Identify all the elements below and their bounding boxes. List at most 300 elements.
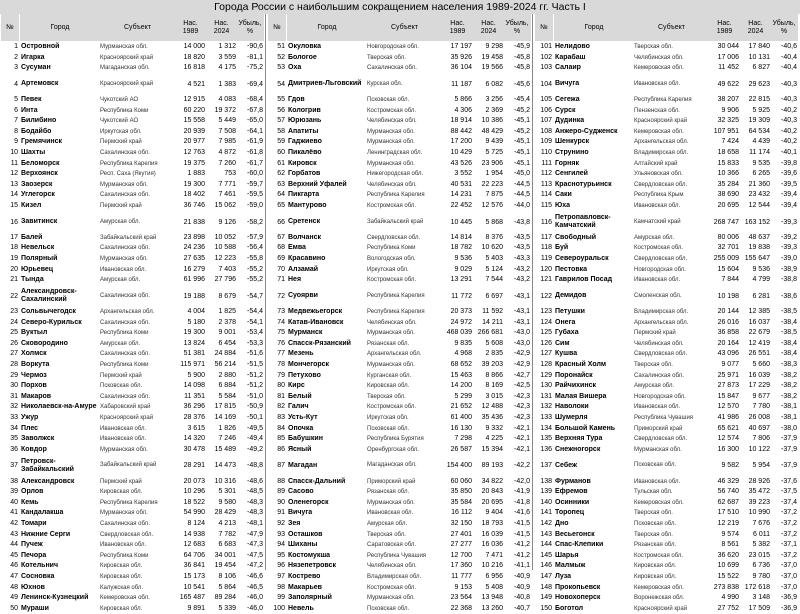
population-1989: 30 478 [183, 445, 205, 453]
row-number: 120 [540, 265, 552, 273]
decline-percent: -50,1 [247, 414, 263, 421]
subject-name: Кировская обл. [100, 563, 143, 570]
subject-name: Чукотский АО [100, 97, 139, 103]
population-2024: 13 260 [481, 604, 503, 612]
population-2024: 5 408 [485, 583, 503, 591]
header-row-number: № [535, 14, 553, 41]
population-1989: 13 824 [183, 339, 205, 347]
decline-percent: -40,4 [781, 64, 797, 72]
population-2024: 89 193 [481, 462, 503, 470]
population-1989: 8 561 [721, 541, 739, 549]
population-1989: 27 635 [183, 255, 205, 262]
population-1989: 8 124 [187, 520, 205, 527]
table-row [267, 265, 533, 276]
city-name: Дно [555, 520, 569, 527]
decline-percent: -51,0 [247, 392, 263, 400]
subject-name: Псковская обл. [367, 97, 410, 103]
city-name: Прокопьевск [555, 583, 601, 591]
table-row [267, 381, 533, 392]
table-row [534, 540, 800, 551]
table-header [0, 14, 800, 41]
population-1989: 21 652 [450, 403, 472, 411]
subject-name: Ивановская обл. [100, 266, 147, 273]
row-number: 53 [277, 64, 285, 72]
population-2024: 28 429 [214, 509, 236, 517]
table-row [534, 169, 800, 180]
table-row [0, 53, 266, 64]
city-name: Опочка [288, 424, 314, 432]
population-2024: 10 122 [748, 445, 770, 453]
city-name: Оха [288, 64, 302, 72]
city-name: Плес [21, 424, 39, 432]
population-1989: 7 298 [454, 435, 472, 443]
table-row [534, 137, 800, 148]
city-name: Верхний Уфалей [288, 180, 347, 188]
city-name: Мончегорск [288, 361, 330, 368]
city-name: Усть-Кут [288, 414, 318, 421]
decline-percent: -38,4 [781, 339, 797, 347]
decline-percent: -46,5 [247, 583, 263, 591]
table-row [0, 455, 266, 476]
table-row [534, 148, 800, 159]
row-number: 138 [540, 477, 552, 485]
row-number: 3 [14, 64, 18, 72]
city-name: Нея [288, 276, 302, 284]
decline-percent: -45,0 [514, 170, 530, 178]
population-2024: 34 822 [481, 477, 503, 485]
row-number: 144 [540, 541, 552, 549]
population-2024: 5 584 [218, 392, 236, 400]
subject-name: Костромская обл. [634, 245, 684, 252]
city-name: Боготол [555, 604, 584, 612]
decline-percent: -42,1 [514, 435, 530, 443]
subject-name: Мурманская обл. [100, 256, 148, 262]
subject-name: Сахалинская обл. [100, 393, 150, 400]
population-1989: 20 695 [717, 202, 739, 209]
population-1989: 36 620 [717, 551, 739, 559]
table-row [267, 243, 533, 254]
subject-name: Оренбургская обл. [367, 446, 419, 453]
population-2024: 17 229 [748, 382, 770, 390]
row-number: 113 [540, 180, 552, 188]
subject-name: Воронежская обл. [634, 595, 685, 602]
population-1989: 10 541 [183, 583, 205, 591]
population-2024: 23 015 [748, 551, 770, 559]
decline-percent: -38,8 [781, 276, 797, 284]
city-name: Вуктыл [21, 329, 48, 337]
table-row [0, 392, 266, 403]
subject-name: Сахалинская обл. [100, 150, 150, 156]
table-row [0, 360, 266, 371]
table-row [534, 265, 800, 276]
city-name: Галич [288, 403, 309, 411]
population-1989: 19 300 [183, 180, 205, 188]
city-name: Петровск-Забайкальский [21, 457, 74, 473]
table-row [534, 455, 800, 476]
table-row [534, 42, 800, 53]
population-1989: 14 814 [450, 233, 472, 241]
row-number: 148 [540, 583, 552, 591]
population-2024: 6 454 [218, 339, 236, 347]
subject-name: Красноярский край [634, 605, 688, 612]
population-2024: 10 131 [748, 53, 770, 61]
subject-name: Сахалинская обл. [100, 245, 150, 252]
city-name: Струнино [555, 149, 589, 156]
population-2024: 4 799 [752, 276, 770, 284]
decline-percent: -37,9 [781, 435, 797, 443]
subject-name: Рязанская обл. [367, 340, 410, 347]
population-2024: 9 677 [752, 392, 770, 400]
header-subject-name: Субъект [633, 14, 710, 41]
row-number: 28 [10, 361, 18, 368]
page-title: Города России с наибольшим сокращением населения 1989-2024 гг. Часть I [0, 0, 800, 14]
city-name: Апатиты [288, 127, 319, 135]
row-number: 66 [277, 218, 285, 226]
population-2024: 5 608 [485, 339, 503, 347]
decline-percent: -38,5 [781, 329, 797, 337]
decline-percent: -43,5 [514, 233, 530, 241]
population-1989: 20 977 [183, 138, 205, 146]
city-name: Наволоки [555, 403, 589, 411]
header-city-name: Город [20, 14, 100, 41]
row-number: 103 [540, 64, 552, 72]
subject-name: Свердловская обл. [634, 436, 688, 443]
table-row [534, 424, 800, 435]
subject-name: Мурманская обл. [367, 499, 415, 506]
city-name: Весьегонск [555, 530, 595, 538]
population-2024: 9 535 [752, 159, 770, 167]
city-name: Сенгилей [555, 170, 588, 178]
table-row [267, 201, 533, 212]
table-row [267, 339, 533, 350]
city-name: Орлов [21, 488, 44, 496]
population-1989: 65 621 [717, 424, 739, 432]
population-2024: 22 223 [481, 180, 503, 188]
population-2024: 163 152 [744, 218, 770, 226]
subject-name: Псковская обл. [367, 605, 410, 612]
subject-name: Кировская обл. [100, 489, 143, 496]
city-name: Салаир [555, 64, 581, 72]
population-1989: 273 838 [713, 583, 739, 591]
table-row [534, 106, 800, 117]
population-2024: 1 826 [218, 424, 236, 432]
row-number: 149 [540, 594, 552, 602]
table-row [534, 180, 800, 191]
table-row [534, 159, 800, 170]
population-1989: 26 587 [450, 445, 472, 453]
population-1989: 46 329 [717, 477, 739, 485]
population-1989: 43 096 [717, 350, 739, 358]
population-1989: 60 220 [183, 106, 205, 114]
population-2024: 5 868 [485, 218, 503, 226]
decline-percent: -55,2 [247, 265, 263, 273]
city-name: Ужур [21, 414, 39, 421]
population-1989: 7 844 [721, 276, 739, 284]
subject-name: Алтайский край [634, 160, 678, 167]
decline-percent: -42,5 [514, 382, 530, 390]
population-2024: 16 039 [481, 530, 503, 538]
row-number: 14 [10, 191, 18, 199]
row-number: 45 [10, 551, 18, 559]
population-2024: 10 052 [214, 233, 236, 241]
row-number: 117 [540, 233, 552, 241]
row-number: 127 [540, 350, 552, 358]
table-row [267, 371, 533, 382]
population-1989: 12 219 [717, 520, 739, 527]
subject-name: Магаданская обл. [100, 65, 150, 72]
decline-percent: -67,8 [247, 106, 263, 114]
city-name: Кирс [288, 382, 305, 390]
row-number: 147 [540, 573, 552, 580]
row-number: 16 [10, 218, 18, 226]
decline-percent: -44,5 [514, 180, 530, 188]
decline-percent: -43,3 [514, 255, 530, 262]
population-1989: 38 207 [717, 96, 739, 103]
population-1989: 18 658 [717, 149, 739, 156]
row-number: 38 [10, 477, 18, 485]
table-row [0, 498, 266, 509]
row-number: 82 [277, 403, 285, 411]
subject-name: Мурманская обл. [367, 362, 415, 368]
population-1989: 88 442 [450, 127, 472, 135]
decline-percent: -39,6 [781, 170, 797, 178]
table-row [0, 137, 266, 148]
city-name: Александровск-Сахалинский [21, 288, 77, 304]
row-number: 119 [540, 255, 552, 262]
population-2024: 266 681 [477, 329, 503, 337]
population-2024: 7 875 [485, 191, 503, 199]
population-2024: 1 312 [218, 43, 236, 50]
subject-name: Пермский край [100, 203, 142, 209]
row-number: 80 [277, 382, 285, 390]
decline-percent: -45,1 [514, 117, 530, 125]
subject-name: Владимирская обл. [367, 574, 422, 580]
population-1989: 3 552 [454, 170, 472, 178]
city-name: Мантурово [288, 202, 327, 209]
city-name: Кировск [288, 159, 317, 167]
population-2024: 20 695 [481, 498, 503, 506]
city-name: Заполярный [288, 594, 332, 602]
city-name: Мурманск [288, 329, 323, 337]
row-number: 84 [277, 424, 285, 432]
subject-name: Кемеровская обл. [100, 595, 150, 602]
decline-percent: -37,1 [781, 541, 797, 549]
city-name: Катав-Ивановск [288, 318, 344, 326]
population-1989: 15 173 [183, 573, 205, 580]
row-number: 141 [540, 509, 552, 517]
table-row [267, 180, 533, 191]
decline-percent: -39,3 [781, 218, 797, 226]
row-number: 101 [540, 43, 552, 50]
row-number: 8 [14, 127, 18, 135]
table-row [534, 243, 800, 254]
row-number: 121 [540, 276, 552, 284]
row-number: 105 [540, 96, 552, 103]
decline-percent: -49,2 [247, 445, 263, 453]
row-number: 142 [540, 520, 552, 527]
population-2024: 39 203 [481, 361, 503, 368]
row-number: 135 [540, 435, 552, 443]
population-1989: 28 291 [183, 462, 205, 470]
population-2024: 9 332 [485, 424, 503, 432]
table-row [0, 243, 266, 254]
population-2024: 20 843 [481, 488, 503, 496]
city-name: Нелидово [555, 43, 590, 50]
city-name: Зея [288, 520, 301, 527]
row-number: 47 [10, 573, 18, 580]
city-name: Юхнов [21, 583, 45, 591]
decline-percent: -40,1 [781, 149, 797, 156]
city-name: Вичуга [288, 509, 313, 517]
table-row [534, 127, 800, 138]
population-2024: 6 011 [753, 530, 770, 538]
population-1989: 61 996 [183, 276, 205, 284]
table-row [267, 106, 533, 117]
table-row [534, 360, 800, 371]
population-1989: 51 381 [183, 350, 205, 358]
decline-percent: -68,4 [247, 96, 263, 103]
population-1989: 17 200 [450, 138, 472, 146]
population-2024: 9 536 [752, 265, 770, 273]
table-row [534, 604, 800, 614]
subject-name: Тверская обл. [634, 362, 673, 368]
decline-percent: -40,3 [781, 117, 797, 125]
decline-percent: -40,9 [514, 573, 530, 580]
city-name: Певек [21, 96, 42, 103]
city-name: Дмитриев-Льговский [288, 80, 362, 88]
row-number: 92 [277, 520, 285, 527]
row-number: 42 [10, 520, 18, 527]
row-number: 71 [277, 276, 285, 284]
city-name: Сусуман [21, 64, 51, 72]
decline-percent: -43,2 [514, 276, 530, 284]
population-2024: 5 301 [218, 488, 236, 496]
population-1989: 10 429 [450, 149, 472, 156]
row-number: 87 [277, 462, 285, 470]
table-row [0, 127, 266, 138]
header-decline-percent: Убыль, % [770, 14, 798, 41]
city-name: Юрьевец [21, 265, 54, 273]
city-name: Дудинка [555, 117, 585, 125]
population-2024: 9 298 [485, 43, 503, 50]
city-name: Белый [288, 392, 312, 400]
subject-name: Забайкальский край [100, 234, 157, 241]
decline-percent: -37,2 [781, 530, 797, 538]
table-row [0, 254, 266, 265]
population-1989: 9 582 [721, 462, 739, 470]
population-2024: 23 906 [481, 159, 503, 167]
subject-name: Кемеровская обл. [634, 499, 684, 506]
subject-name: Ульяновская обл. [634, 171, 683, 178]
population-1989: 4 968 [454, 350, 472, 358]
table-row [534, 477, 800, 488]
population-2024: 5 660 [752, 361, 770, 368]
row-number: 52 [277, 53, 285, 61]
row-number: 57 [277, 117, 285, 125]
city-name: Чермоз [21, 371, 47, 379]
decline-percent: -47,3 [247, 541, 263, 549]
decline-percent: -54,4 [247, 308, 263, 315]
population-2024: 19 309 [748, 117, 770, 125]
subject-name: Псковская обл. [634, 521, 677, 527]
population-1989: 17 197 [450, 43, 472, 50]
decline-percent: -39,8 [781, 159, 797, 167]
table-row [534, 349, 800, 360]
row-number: 69 [277, 255, 285, 262]
row-number: 35 [10, 435, 18, 443]
decline-percent: -46,6 [247, 573, 263, 580]
city-name: Ленинск-Кузнецкий [21, 594, 89, 602]
city-name: Торопец [555, 509, 585, 517]
subject-name: Костромская обл. [367, 404, 417, 411]
decline-percent: -40,3 [781, 80, 797, 88]
table-row [534, 583, 800, 594]
city-name: Магадан [288, 461, 318, 469]
population-1989: 16 279 [183, 265, 205, 273]
row-number: 109 [540, 138, 552, 146]
subject-name: Саратовская обл. [367, 542, 417, 549]
city-name: Гремячинск [21, 138, 63, 146]
table-row [267, 159, 533, 170]
table-row [534, 402, 800, 413]
population-1989: 60 060 [450, 477, 472, 485]
decline-percent: -45,1 [514, 159, 530, 167]
decline-percent: -41,2 [514, 541, 530, 549]
row-number: 89 [277, 488, 285, 496]
city-name: Саки [555, 191, 572, 199]
city-name: Кемь [21, 498, 39, 506]
table-row [267, 53, 533, 64]
decline-percent: -40,8 [514, 594, 530, 602]
table-row [0, 508, 266, 519]
population-1989: 4 004 [187, 308, 205, 315]
subject-name: Псковская обл. [634, 462, 677, 469]
population-1989: 43 526 [450, 159, 472, 167]
decline-percent: -44,0 [514, 202, 530, 209]
decline-percent: -40,2 [781, 138, 797, 146]
subject-name: Свердловская обл. [634, 351, 688, 358]
subject-name: Сахалинская обл. [100, 521, 150, 527]
population-1989: 12 915 [183, 96, 205, 103]
row-number: 143 [540, 530, 552, 538]
row-number: 7 [14, 117, 18, 125]
table-row [0, 402, 266, 413]
subject-name: Магаданская обл. [367, 462, 417, 469]
decline-percent: -59,0 [247, 202, 263, 209]
row-number: 112 [540, 170, 552, 178]
decline-percent: -38,4 [781, 318, 797, 326]
table-row [534, 498, 800, 509]
subject-name: Псковская обл. [367, 425, 410, 432]
row-number: 44 [10, 541, 18, 549]
subject-name: Красноярский край [100, 80, 154, 87]
population-1989: 17 360 [450, 562, 472, 570]
population-1989: 13 291 [450, 276, 472, 284]
row-number: 122 [540, 292, 552, 300]
row-number: 13 [10, 180, 18, 188]
table-row [0, 116, 266, 127]
row-number: 32 [10, 403, 18, 411]
city-name: Пикгарта [288, 191, 320, 199]
population-2024: 8 679 [218, 292, 236, 300]
row-number: 132 [540, 403, 552, 411]
subject-name: Забайкальский край [100, 462, 157, 469]
population-1989: 18 402 [183, 191, 205, 199]
population-2024: 8 106 [218, 573, 236, 580]
city-name: Красный Холм [555, 361, 607, 368]
population-2024: 14 211 [482, 318, 503, 326]
header-decline-percent: Убыль, % [236, 14, 264, 41]
